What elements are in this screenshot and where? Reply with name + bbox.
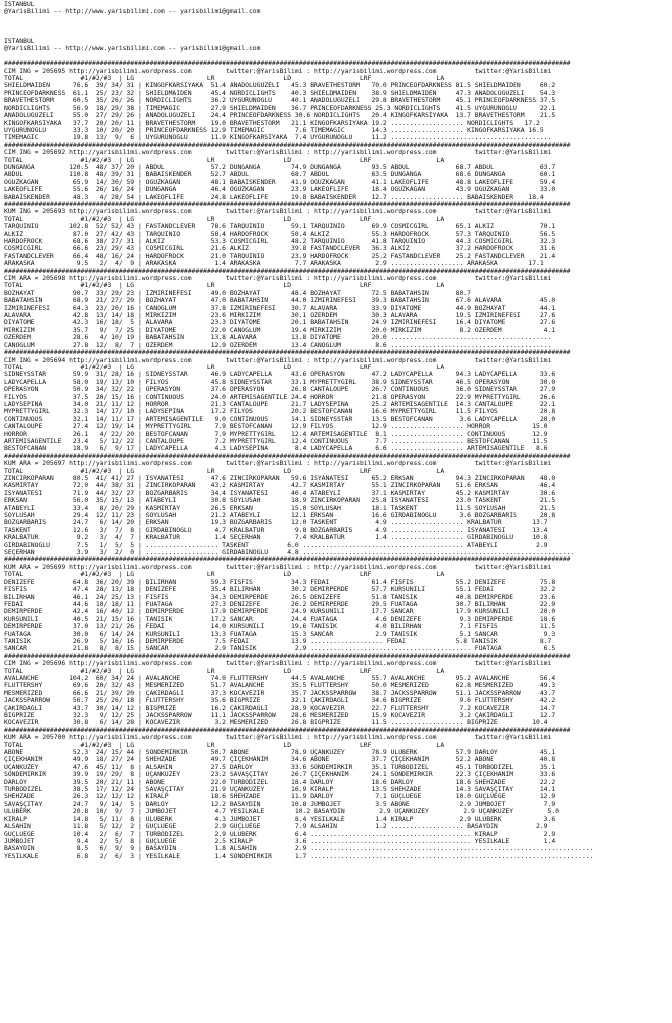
race-header: CIM ING = 205695 http://yarisbilimi.wordpress.com twitter:@YarisBilimi : http://yarisbilimi.wordpress.com twitter:@YarisBilimi bbox=[4, 67, 552, 75]
table-row: SONDEMIRKIR 39.9 19/ 29/ 8 | UÇANKUZEY 23.2 SAVAŞÇITAY 26.7 ÇIÇEKHANIM 24.1 SONDEMIRKIR 22.3 ÇIÇEKHANIM 33.6 bbox=[4, 771, 556, 779]
table-row: ULUBERK 20.8 10/ 9/ 7 | JUMBOJET 4.7 YESILKALE 10.2 BASAYDIN 2.9 UÇANKUZEY 2.9 UÇANKUZEY 5.0 bbox=[4, 808, 559, 816]
table-row: ALSAHIN 11.8 5/ 12/ 2 | GÜÇLÜEGE 2.9 GÜÇLÜEGE 7.9 ALSAHIN 1.2 ................... BASAYDIN 2.9 bbox=[4, 823, 548, 831]
table-row: YESILKALE 6.8 2/ 6/ 3 | YESILKALE 1.4 SONDEMIRKIR 1.7 .......................................................................... bbox=[4, 852, 594, 860]
blank-line bbox=[4, 16, 672, 23]
section-divider: #################################################################################################################################################### bbox=[4, 60, 571, 68]
section-divider: #################################################################################################################################################### bbox=[4, 652, 571, 660]
section-divider: #################################################################################################################################################### bbox=[4, 267, 571, 275]
table-row: LAKEOFLIFE 55.6 26/ 16/ 24 | DUNGANGA 46.4 OGUZKAGAN 23.9 LAKEOFLIFE 18.4 OGUZKAGAN 43.9 OGUZKAGAN 33.0 bbox=[4, 186, 556, 194]
table-row: SIDNEYSSTAR 59.9 31/ 28/ 16 | SIDNEYSSTAR 46.9 LADYCAPELLA 43.6 OPERASYON 47.2 LADYCAPELLA 94.3 LADYCAPELLA 33.6 bbox=[4, 371, 556, 379]
table-row: DEMIRPERDE 37.0 13/ 21/ 26 | FEDAI 14.0 KURSUNILI 19.6 TANISIK 4.0 BILIRHAN 7.1 FISFIS 11.5 bbox=[4, 623, 556, 631]
table-row: ÇIÇEKHANIM 49.9 18/ 27/ 24 | SHEHZADE 49.7 ÇIÇEKHANIM 34.6 ABONE 37.7 ÇIÇEKHANIM 52.2 ABONE 40.8 bbox=[4, 756, 556, 764]
table-row: JACKSSPARROW 56.7 25/ 26/ 18 | FLUTTERSHY 35.6 BIGPRIZE 32.1 ÇAKIRDAGLI 34.6 BIGPRIZE 9.6 FLUTTERSHY 42.2 bbox=[4, 697, 556, 705]
table-row: SAVAŞÇITAY 24.7 9/ 14/ 5 | DARLÖY 12.2 BASAYDIN 10.8 JUMBOJET 3.5 ABONE 2.9 JUMBOJET 7.9 bbox=[4, 800, 556, 808]
table-row: LADYSEPINA 34.0 21/ 11/ 12 | HORROR 21.3 CANTALOUPE 21.7 LADYSEPINA 25.2 ARTEMISAGENTILE 14.3 CANTALOUPE 22.1 bbox=[4, 400, 556, 408]
table-row: FASTANDCLEVER 66.4 48/ 16/ 24 | HARDOFROCK 21.0 TARQUINIO 23.9 HARDOFROCK 25.2 FASTANDCLEVER 25.2 FASTANDCLEVER 21.4 bbox=[4, 252, 556, 260]
column-header: TOTAL #1/#2/#3 | LG LR LD LRF LA bbox=[4, 156, 445, 164]
column-header: TOTAL #1/#2/#3 | LG LR LD LRF LA bbox=[4, 75, 445, 83]
table-row: AVALANCHE 104.2 60/ 34/ 24 | AVALANCHE 74.0 FLUTTERSHY 44.5 AVALANCHE 55.7 AVALANCHE 95.2 AVALANCHE 56.4 bbox=[4, 674, 556, 682]
table-row: TANISIK 26.9 5/ 16/ 16 | DEMIRPERDE 7.5 FEDAI 13.9 ................... FEDAI 5.8 TANISIK 8.7 bbox=[4, 637, 552, 645]
section-divider: #################################################################################################################################################### bbox=[4, 452, 571, 460]
race-header: KUM ARA = 205697 http://yarisbilimi.wordpress.com twitter:@YarisBilimi : http://yarisbilimi.wordpress.com twitter:@YarisBilimi bbox=[4, 460, 552, 468]
table-row: FILYOS 37.5 20/ 15/ 16 | CONTINUOUS 24.0 ARTEMISAGENTILE 24.4 HORROR 21.8 OPERASYON 22.9 MYPRETTYGIRL 26.6 bbox=[4, 393, 556, 401]
table-row: IZMIRINEFESI 64.3 23/ 20/ 16 | CANOGLUM 37.8 IZMIRINEFESI 30.7 ALAVARA 33.9 DIYATOME 44.9 BOZHAYAT 44.1 bbox=[4, 304, 556, 312]
column-header: TOTAL #1/#2/#3 | LG LR LD LRF LA bbox=[4, 282, 445, 290]
table-row: BESTOFCANAN 18.9 6/ 9/ 17 | LADYCAPELLA 4.3 LADYSEPINA 8.4 LADYCAPELLA 6.6 ................... ARTEMISAGENTILE 8.6 bbox=[4, 445, 548, 453]
table-row: MIRKIZIM 35.7 9/ 7/ 25 | DIYATOME 22.0 CANOGLUM 19.4 MIRKIZIM 20.0 MIRKIZIM 8.2 ÖZERDEM 4.1 bbox=[4, 326, 556, 334]
column-header: TOTAL #1/#2/#3 | LG LR LD LRF LA bbox=[4, 571, 445, 579]
table-row: MESMERIZED 66.6 21/ 39/ 20 | ÇAKIRDAGLI 37.3 KOCAVEZIR 35.7 JACKSSPARROW 38.7 JACKSSPARROW 51.1 JACKSSPARROW 43.7 bbox=[4, 689, 556, 697]
table-row: BIGPRIZE 32.3 9/ 12/ 25 | JACKSSPARROW 11.1 JACKSSPARROW 28.6 MESMERIZED 15.9 KOCAVEZIR 3.2 ÇAKIRDAGLI 12.7 bbox=[4, 712, 556, 719]
table-row: FEDAI 44.6 10/ 18/ 11 | FUATAGA 27.3 DENIZEFE 26.2 DEMIRPERDE 29.5 FUATAGA 30.7 BILIRHAN 22.9 bbox=[4, 600, 556, 608]
table-row: PRINCEOFDARKNESS 61.1 25/ 23/ 32 | SHIELDMAIDEN 45.4 NORDICLIGHTS 40.3 SHIELDMAIDEN 38.9 SHIELDMAIDEN 47.3 ANADOLUGÜZELI 54.3 bbox=[4, 89, 556, 97]
table-row: HARDOFROCK 68.6 38/ 27/ 31 | ALKIZ 53.3 COSMICGIRL 48.2 TARQUINIO 41.8 TARQUINIO 44.3 COSMICGIRL 32.3 bbox=[4, 238, 556, 245]
table-row: GÜÇLÜEGE 10.4 2/ 6/ 7 | TURBODIZEL 2.9 ULUBERK 6.4 .......................................... KIRALP 2.9 bbox=[4, 830, 556, 838]
table-row: SEÇERHAN 3.9 3/ 2/ 0 | ................... GIRDABINOGLU 4.8 ....................................................................... bbox=[4, 549, 575, 557]
race-header: KUM ARA = 205700 http://yarisbilimi.wordpress.com twitter:@YarisBilimi : http://yarisbilimi.wordpress.com twitter:@YarisBilimi bbox=[4, 734, 552, 742]
table-row: MYPRETTYGIRL 32.3 14/ 17/ 10 | LADYSEPINA 17.2 FILYOS 20.2 BESTOFCANAN 16.6 MYPRETTYGIRL 11.5 FILYOS 20.8 bbox=[4, 408, 556, 416]
table-row: DARLÖY 39.5 20/ 21/ 11 | ABONE 22.0 TURBODIZEL 18.4 DARLÖY 18.6 DARLÖY 18.6 SHEHZADE 22.2 bbox=[4, 778, 556, 786]
table-row: ARTEMISAGENTILE 23.4 5/ 12/ 22 | CANTALOUPE 7.2 MYPRETTYGIRL 12.4 CONTINUOUS 7.7 ................... BESTOFCANAN 11.5 bbox=[4, 437, 548, 445]
table-row: DENIZEFE 64.8 36/ 20/ 39 | BILIRHAN 59.3 FISFIS 34.3 FEDAI 61.4 FISFIS 55.2 DENIZEFE 75.8 bbox=[4, 578, 556, 586]
race-header: CIM ARA = 205698 http://yarisbilimi.wordpress.com twitter:@YarisBilimi : http://yarisbilimi.wordpress.com twitter:@YarisBilimi bbox=[4, 275, 552, 283]
table-row: ÖZERDEM 28.6 4/ 10/ 19 | BABATAHSIN 13.8 ALAVARA 13.8 DIYATOME 20.0 .......................................... bbox=[4, 334, 552, 342]
table-row: ATABEYLI 33.4 8/ 20/ 29 | KASMIRTAY 26.5 ERKSAN 15.0 SOYLUSAH 18.1 TASKENT 11.5 SOYLUSAH 21.5 bbox=[4, 504, 556, 512]
table-row: CANOGLUM 27.8 12/ 8/ 7 | ÖZERDEM 12.9 ÖZERDEM 13.4 CANOGLUM 8.6 .......................................... bbox=[4, 341, 552, 349]
table-row: OPERASYON 50.9 34/ 32/ 22 | OPERASYON 37.6 OPERASYON 26.8 CANTALOUPE 26.7 CONTINUOUS 36.0 SIDNEYSSTAR 27.9 bbox=[4, 386, 556, 394]
table-row: ALKIZ 87.0 27/ 42/ 43 | TARQUINIO 58.4 HARDOFROCK 50.4 ALKIZ 55.3 HARDOFROCK 57.3 TARQUINIO 56.5 bbox=[4, 230, 556, 238]
table-row: SOYLUSAH 29.4 12/ 11/ 23 | SOYLUSAH 21.2 ATABEYLI 12.1 ERKSAN 16.6 GIRDABINOGLU 3.6 BOZGARBARIS 20.8 bbox=[4, 512, 556, 520]
section-divider: #################################################################################################################################################### bbox=[4, 141, 571, 149]
table-row: LADYCAPELLA 58.0 19/ 13/ 10 | FILYOS 45.8 SIDNEYSSTAR 33.1 MYPRETTYGIRL 38.9 SIDNEYSSTAR 46.5 OPERASYON 30.0 bbox=[4, 378, 556, 386]
race-header: CIM ING = 205692 http://yarisbilimi.wordpress.com twitter:@YarisBilimi : http://yarisbilimi.wordpress.com twitter:@YarisBilimi bbox=[4, 149, 552, 157]
section-divider: #################################################################################################################################################### bbox=[4, 349, 571, 357]
table-row: BOZHAYAT 90.7 33/ 29/ 23 | IZMIRINEFESI 49.0 BOZHAYAT 48.4 BOZHAYAT 72.5 BABATAHSIN 80.7 bbox=[4, 289, 471, 297]
table-row: ALAVARA 42.8 13/ 14/ 18 | MIRKIZIM 23.6 MIRKIZIM 30.1 ÖZERDEM 30.3 ALAVARA 19.5 IZMIRINEFESI 27.6 bbox=[4, 312, 556, 320]
section-divider: #################################################################################################################################################### bbox=[4, 556, 571, 564]
table-row: CANTALOUPE 27.4 12/ 19/ 14 | MYPRETTYGIRL 7.9 BESTOFCANAN 12.9 FILYOS 12.9 ................... HORROR 15.0 bbox=[4, 423, 548, 431]
column-header: TOTAL #1/#2/#3 | LG LR LD LRF LA bbox=[4, 741, 445, 749]
table-row: DUNGANGA 120.5 48/ 37/ 20 | ABDÜL 57.2 DUNGANGA 74.9 DUNGANGA 93.5 ABDÜL 68.7 ABDÜL 63.7 bbox=[4, 163, 556, 171]
table-row: UÇANKUZEY 47.6 45/ 11/ 8 | ALSAHIN 27.5 DARLÖY 33.6 SONDEMIRKIR 35.1 TURBODIZEL 45.1 TURBODIZEL 35.1 bbox=[4, 763, 556, 771]
table-row: DEMIRPERDE 42.4 16/ 40/ 12 | DEMIRPERDE 17.9 DEMIRPERDE 24.9 KURSUNILI 17.7 SANCAR 17.9 KURSUNILI 20.0 bbox=[4, 608, 556, 616]
table-row: DIYATOME 42.3 16/ 18/ 5 | ALAVARA 23.3 DIYATOME 20.1 BABATAHSIN 24.9 IZMIRINEFESI 16.4 DIYATOME 27.6 bbox=[4, 319, 556, 327]
table-row: ARAKASKA 9.5 2/ 4/ 9 | ARAKASKA 1.4 ARAKASKA 7.7 ARAKASKA 2.9 ................... ARAKASKA 17.1 bbox=[4, 260, 544, 268]
table-row: KASMIRTAY 72.0 44/ 38/ 31 | ZINCIRKOPARAN 43.2 KASMIRTAY 42.7 KASMIRTAY 55.1 ZINCIRKOPARAN 51.6 ERKSAN 46.4 bbox=[4, 482, 556, 490]
table-row: TIMEMAGIC 19.8 13/ 9/ 6 | UYGURUNOGLU 11.9 KINGOFKARSIYAKA 7.4 UYGURUNOGLU 11.2 .......................................... bbox=[4, 134, 552, 142]
column-header: TOTAL #1/#2/#3 | LG LR LD LRF LA bbox=[4, 667, 445, 675]
table-row: SHIELDMAIDEN 76.6 39/ 34/ 31 | KINGOFKARSIYAKA 51.4 ANADOLUGÜZELI 45.3 BRAVETHESTORM 70.0 PRINCEOFDARKNESS 81.5 SHIELDMAIDEN 60.2 bbox=[4, 82, 556, 90]
city-title: ISTANBUL bbox=[4, 38, 35, 46]
table-row: FLUTTERSHY 69.6 20/ 32/ 43 | MESMERIZED 51.7 AVALANCHE 35.5 FLUTTERSHY 50.0 MESMERIZED 62.8 MESMERIZED 49.3 bbox=[4, 682, 556, 690]
contact-line: @YarisBilimi -- http://www.yarisbilimi.com -- yarisbilimi@gmail.com bbox=[4, 45, 261, 53]
table-row: COSMICGIRL 66.6 23/ 29/ 43 | COSMICGIRL 21.6 ALKIZ 39.8 FASTANDCLEVER 36.3 ALKIZ 37.2 HARDOFROCK 31.6 bbox=[4, 245, 556, 253]
table-row: NORDICLIGHTS 56.9 18/ 29/ 38 | TIMEMAGIC 27.9 SHIELDMAIDEN 36.7 PRINCEOFDARKNESS 25.3 NORDICLIGHTS 41.5 UYGURUNOGLU 22.1 bbox=[4, 104, 556, 112]
table-row: TURBODIZEL 38.5 17/ 12/ 24 | SAVAŞÇITAY 21.9 UÇANKUZEY 16.9 KIRALP 13.5 SHEHZADE 14.3 SAVAŞÇITAY 14.1 bbox=[4, 786, 556, 794]
table-row: JUMBOJET 9.4 2/ 5/ 8 | GÜÇLÜEGE 2.5 KIRALP 3.6 .......................................... YESILKALE 1.4 bbox=[4, 837, 556, 845]
table-row: ISYANATESI 71.9 44/ 32/ 27 | BOZGARBARIS 34.4 ISYANATESI 40.4 ATABEYLI 37.1 KASMIRTAY 45.2 KASMIRTAY 30.6 bbox=[4, 489, 556, 497]
section-divider: #################################################################################################################################################### bbox=[4, 200, 571, 208]
race-header: CIM ING = 205694 http://yarisbilimi.wordpress.com twitter:@YarisBilimi : http://yarisbilimi.wordpress.com twitter:@YarisBilimi bbox=[4, 356, 552, 364]
table-row: KURSUNILI 40.5 21/ 15/ 16 | TANISIK 17.2 SANCAR 24.4 FUATAGA 4.6 DENIZEFE 9.3 DEMIRPERDE 18.6 bbox=[4, 615, 556, 623]
table-row: TASKENT 12.6 3/ 7/ 8 | GIRDABINOGLU 4.7 KRALBATUR 9.8 BOZGARBARIS 4.9 ................... ISYANATESI 13.4 bbox=[4, 526, 548, 534]
table-row: OGUZKAGAN 65.9 14/ 30/ 59 | OGUZKAGAN 48.1 BABAISKENDER 41.9 OGUZKAGAN 41.1 LAKEOFLIFE 48.8 LAKEOFLIFE 59.4 bbox=[4, 178, 556, 186]
blank-line bbox=[4, 23, 672, 30]
table-row: BILIRHAN 46.1 24/ 25/ 13 | FISFIS 34.3 DEMIRPERDE 26.5 DENIZEFE 51.8 TANISIK 40.8 DEMIRPERDE 23.6 bbox=[4, 593, 556, 601]
contact-line: @YarisBilimi -- http://www.yarisbilimi.com -- yarisbilimi@gmail.com bbox=[4, 8, 261, 16]
table-row: CONTINUOUS 32.1 14/ 11/ 17 | ARTEMISAGENTILE 9.0 CONTINUOUS 14.1 SIDNEYSSTAR 13.5 BESTOFCANAN 3.6 LADYCAPELLA 20.0 bbox=[4, 415, 556, 423]
table-row: ABDÜL 110.8 48/ 39/ 31 | BABAISKENDER 52.7 ABDÜL 68.7 ABDÜL 63.5 DUNGANGA 68.6 DUNGANGA 60.1 bbox=[4, 171, 556, 179]
section-divider: #################################################################################################################################################### bbox=[4, 726, 571, 734]
table-row: ABONE 52.3 24/ 15/ 44 | SONDEMIRKIR 50.7 ABONE 78.9 UÇANKUZEY 78.9 ULUBERK 57.9 DARLÖY 45.1 bbox=[4, 749, 556, 757]
city-title: ISTANBUL bbox=[4, 1, 35, 8]
table-row: KIRALP 14.8 5/ 11/ 8 | ULUBERK 4.3 JUMBOJET 8.4 YESILKALE 1.4 KIRALP 2.9 ULUBERK 3.6 bbox=[4, 815, 556, 823]
table-row: BOZGARBARIS 24.7 6/ 14/ 20 | ERKSAN 19.3 BOZGARBARIS 12.0 TASKENT 4.9 ................... KRALBATUR 13.7 bbox=[4, 519, 548, 527]
table-row: TARQUINIO 102.8 52/ 52/ 43 | FASTANDCLEVER 78.6 TARQUINIO 59.1 TARQUINIO 69.9 COSMICGIRL 65.1 ALKIZ 70.1 bbox=[4, 223, 556, 231]
table-row: KRALBATUR 9.2 3/ 4/ 7 | KRALBATUR 1.4 SEÇERHAN 7.4 KRALBATUR 1.4 ................... GIRDABINOGLU 10.8 bbox=[4, 534, 548, 542]
table-row: ZINCIRKOPARAN 80.5 41/ 41/ 27 | ISYANATESI 47.6 ZINCIRKOPARAN 59.6 ISYANATESI 65.2 ERKSAN 94.3 ZINCIRKOPARAN 48.0 bbox=[4, 475, 556, 482]
table-row: ANADOLUGÜZELI 55.0 27/ 29/ 26 | ANADOLUGÜZELI 24.4 PRINCEOFDARKNESS 30.6 NORDICLIGHTS 20.4 KINGOFKARSIYAKA 13.7 BRAVETHESTORM 21.5 bbox=[4, 112, 556, 120]
table-row: FUATAGA 30.0 6/ 14/ 24 | KURSUNILI 13.3 FUATAGA 15.3 SANCAR 2.9 TANISIK 5.1 SANCAR 9.3 bbox=[4, 630, 556, 638]
table-row: GIRDABINOGLU 7.5 1/ 5/ 5 | ................... TASKENT 6.0 .......................................... ATABEYLI 2.9 bbox=[4, 541, 548, 549]
table-row: KINGOFKARSIYAKA 37.7 20/ 20/ 11 | BRAVETHESTORM 19.0 BRAVETHESTORM 21.1 KINGOFKARSIYAKA 19.2 ................... NORDICLIGHTS 17.2 bbox=[4, 119, 540, 127]
race-header: CIM ING = 205696 http://yarisbilimi.wordpress.com twitter:@YarisBilimi : http://yarisbilimi.wordpress.com twitter:@YarisBilimi bbox=[4, 660, 552, 668]
table-row: SANCAR 21.8 8/ 8/ 15 | SANCAR 2.9 TANISIK 2.9 .......................................... FUATAGA 6.5 bbox=[4, 645, 556, 653]
table-row: BABATAHSIN 68.9 21/ 27/ 20 | BOZHAYAT 47.0 BABATAHSIN 44.0 IZMIRINEFESI 39.3 BABATAHSIN 67.6 ALAVARA 45.0 bbox=[4, 297, 556, 305]
table-row: UYGURUNOGLU 33.3 10/ 20/ 20 | PRINCEOFDARKNESS 12.9 TIMEMAGIC 7.6 TIMEMAGIC 14.3 ................... KINGOFKARSIYAKA 16.5 bbox=[4, 126, 544, 134]
race-header: KUM ING = 205693 http://yarisbilimi.wordpress.com twitter:@YarisBilimi : http://yarisbilimi.wordpress.com twitter:@YarisBilimi bbox=[4, 208, 552, 216]
blank-line bbox=[4, 53, 672, 60]
table-row: BABAISKENDER 48.3 4/ 28/ 54 | LAKEOFLIFE 24.8 LAKEOFLIFE 19.8 BABAISKENDER 12.7 ................... BABAISKENDER 18.4 bbox=[4, 193, 544, 201]
column-header: TOTAL #1/#2/#3 | LG LR LD LRF LA bbox=[4, 363, 445, 371]
table-row: HORROR 26.1 4/ 22/ 20 | BESTOFCANAN 7.9 MYPRETTYGIRL 12.4 ARTEMISAGENTILE 8.1 ................... CONTINUOUS 12.9 bbox=[4, 430, 548, 438]
column-header: TOTAL #1/#2/#3 | LG LR LD LRF LA bbox=[4, 215, 445, 223]
table-row: ÇAKIRDAGLI 43.7 30/ 14/ 12 | BIGPRIZE 16.2 ÇAKIRDAGLI 28.9 KOCAVEZIR 22.7 FLUTTERSHY 7.2 KOCAVEZIR 14.7 bbox=[4, 704, 556, 712]
blank-line bbox=[4, 31, 672, 38]
table-row: SHEHZADE 26.3 12/ 12/ 12 | KIRALP 18.6 SHEHZADE 11.9 DARLÖY 7.1 GÜÇLÜEGE 10.0 GÜÇLÜEGE 12.9 bbox=[4, 793, 556, 801]
column-header: TOTAL #1/#2/#3 | LG LR LD LRF LA bbox=[4, 467, 445, 475]
table-row: FISFIS 47.4 28/ 13/ 18 | DENIZEFE 35.4 BILIRHAN 30.2 DEMIRPERDE 57.7 KURSUNILI 55.1 FEDAI 32.2 bbox=[4, 586, 556, 594]
table-row: ERKSAN 56.0 35/ 15/ 13 | ATABEYLI 30.8 SOYLUSAH 18.9 ZINCIRKOPARAN 25.8 ISYANATESI 23.0 TASKENT 21.5 bbox=[4, 497, 556, 505]
race-header: KUM ARA = 205699 http://yarisbilimi.wordpress.com twitter:@YarisBilimi : http://yarisbilimi.wordpress.com twitter:@YarisBilimi bbox=[4, 563, 552, 571]
table-row: KOCAVEZIR 30.8 6/ 14/ 28 | KOCAVEZIR 3.2 MESMERIZED 26.8 BIGPRIZE 11.5 ................... BIGPRIZE 10.4 bbox=[4, 719, 548, 727]
table-row: BASAYDIN 8.5 6/ 9/ 9 | BASAYDIN 1.8 ALSAHIN 2.9 .......................................................................... bbox=[4, 845, 594, 853]
table-row: BRAVETHESTORM 60.5 35/ 26/ 26 | NORDICLIGHTS 36.2 UYGURUNOGLU 40.1 ANADOLUGÜZELI 29.8 BRAVETHESTORM 45.1 PRINCEOFDARKNESS 37.5 bbox=[4, 97, 556, 105]
